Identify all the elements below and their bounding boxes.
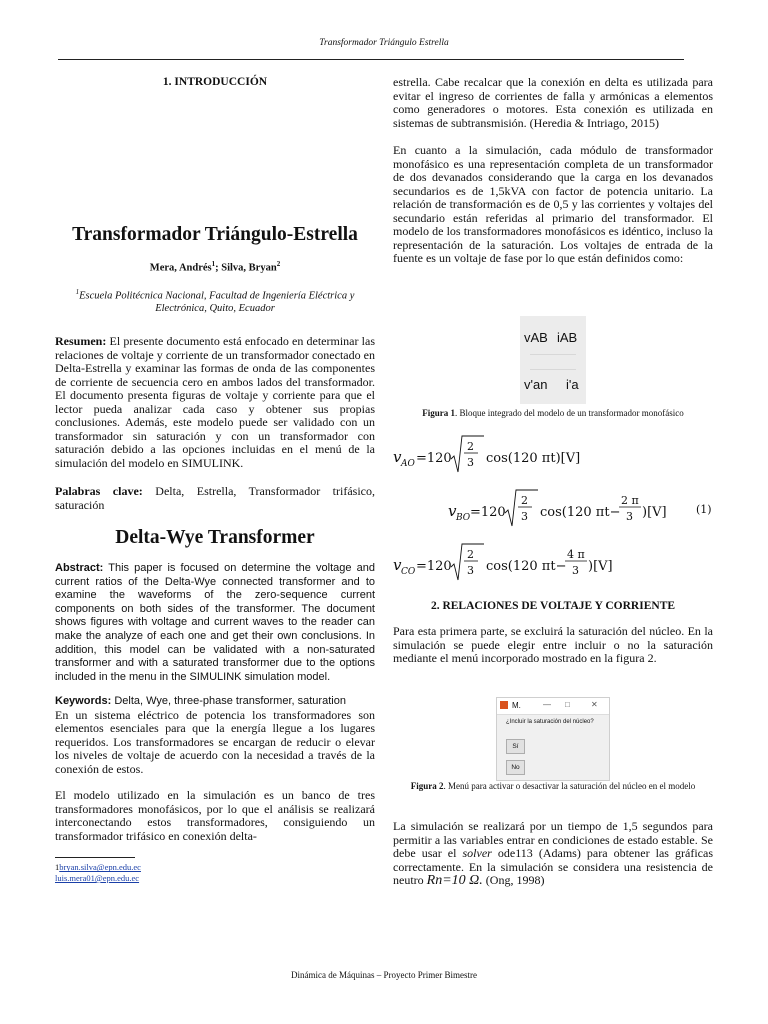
matlab-icon — [500, 701, 508, 709]
eq-bo-shift: 2 π — [621, 494, 639, 507]
figure1-caption-text: . Bloque integrado del modelo de un transformador monofásico — [455, 408, 684, 418]
body-right-p1: estrella. Cabe recalcar que la conexión en delta es utilizada para evitar el ingreso de corrientes de falla y armónicas a elementos como generadores o motores. Esta conexión es utilizada en sistemas de subtransmisión. (Heredia & Intriago, 2015) — [393, 75, 713, 130]
eq-v-ao: v — [393, 448, 402, 466]
footnote-number: 1 — [55, 862, 60, 873]
equation-vbo — [448, 490, 712, 526]
solver-word: solver — [462, 846, 492, 860]
affiliation-text: Escuela Politécnica Nacional, Facultad de Ingeniería Eléctrica y Electrónica, Quito, Ecuador — [79, 290, 355, 314]
author-2: ; Silva, Bryan — [215, 262, 277, 274]
resumen-label: Resumen: — [55, 334, 107, 348]
keywords-text: Delta, Wye, three-phase transformer, saturation — [114, 695, 346, 708]
eq-v-co-sub: CO — [401, 567, 416, 577]
body-right-p2: En cuanto a la simulación, cada módulo de transformador monofásico es una representación completa de un transformador de dos devanados considerando que la carga en los devanados secundarios es de 1,5kVA con factor de potencia unitario. La relación de transformación es de 0,5 y las corrientes y voltajes del secundario están referidas al primario del transformador. El modelo de los transformadores monofásicos es idéntico, incluso la representación de la saturación. Los voltajes de entrada de la fuente es un voltaje de fase por lo que están definidos como: — [393, 143, 713, 265]
section2-p2-b: ode113 (Adams) para obtener las gráficas correctamente. En la simulación se considera una resistencia de neutro — [393, 846, 713, 887]
figure2-caption-text: . Menú para activar o desactivar la saturación del núcleo en el modelo — [443, 781, 696, 791]
port-iab: iAB — [557, 330, 578, 345]
eq-v-bo: v — [448, 502, 457, 520]
section2-p1: Para esta primera parte, se excluirá la saturación del núcleo. En la simulación se puede elegir entre incluir o no la saturación mediante el menú incorporado mostrado en la figura 2. — [393, 624, 713, 665]
eq-co-post: )[V] — [588, 559, 613, 574]
close-icon[interactable]: ✕ — [591, 700, 598, 709]
dialog-question: ¿Incluir la saturación del núcleo? — [506, 719, 594, 725]
eq-co-shift: 4 π — [567, 548, 585, 561]
minimize-icon[interactable]: — — [543, 700, 551, 709]
eq-v-ao-sub: AO — [401, 459, 415, 469]
port-van: v'an — [524, 377, 548, 392]
eq-bo-amp: =120 — [470, 505, 506, 520]
figure2-caption — [400, 781, 706, 792]
eq-ao-amp: =120 — [416, 451, 452, 466]
eq-co-cos: cos(120 πt− — [486, 559, 567, 574]
abstract-label: Abstract: — [55, 562, 104, 574]
eq-co-shift-den: 3 — [572, 564, 579, 577]
section2 — [393, 600, 713, 666]
footnote-email-1[interactable]: bryan.silva@epn.edu.ec — [59, 862, 141, 873]
footnote-email-2[interactable]: luis.mera01@epn.edu.ec — [55, 872, 140, 883]
maximize-icon[interactable]: □ — [565, 700, 570, 709]
eq-bo-cos: cos(120 πt− — [540, 505, 621, 520]
equation-vao — [393, 436, 580, 472]
dialog-title: M. — [512, 701, 521, 710]
body-left-p1: En un sistema eléctrico de potencia los transformadores son elementos esenciales para que la energía llegue a los lugares requeridos. Los transformadores se encargan de reducir o elevar los niveles de voltaje de acuerdo con la necesidad a través de la conexión de estos. — [55, 707, 375, 776]
yes-button[interactable]: Sí — [506, 739, 525, 754]
title-spanish: Transformador Triángulo-Estrella — [72, 224, 358, 245]
eq-v-bo-sub: BO — [456, 513, 471, 523]
intro-heading: 1. INTRODUCCIÓN — [162, 76, 268, 88]
eq-v-co: v — [393, 556, 402, 574]
section2-p2-c: (Ong, 1998) — [482, 873, 545, 887]
author-1: Mera, Andrés — [149, 262, 212, 274]
keywords-label: Keywords: — [55, 695, 112, 708]
eq-co-den: 3 — [467, 564, 474, 577]
section2-heading: 2. RELACIONES DE VOLTAJE Y CORRIENTE — [430, 600, 676, 612]
eq-ao-cos: cos(120 πt)[V] — [486, 451, 581, 466]
figure1-label: Figura 1 — [422, 408, 456, 418]
author-1-sup: 1 — [211, 260, 216, 268]
eq-ao-den: 3 — [467, 456, 474, 469]
author-2-sup: 2 — [276, 260, 281, 268]
section2-p2-a: La simulación se realizará por un tiempo de 1,5 segundos para permitir a las variables entrar en condiciones de estado estable. Se debe usar el — [393, 819, 713, 860]
eq-co-num: 2 — [467, 548, 474, 561]
eq-bo-den: 3 — [521, 510, 528, 523]
abstract-text: This paper is focused on determine the voltage and current ratios of the Delta-Wye connected transformer and to examine the waveforms of the zero-sequence current components on both sides of the transformer. The document shows figures with voltage and current waves to the reader can make the analyze of each one and get their own conclusions. In addition, this model can be validated with a non-saturated transformer and with a saturated transformer due to the options included in the menu in the SIMULINK simulation model. — [55, 562, 376, 683]
running-header: Transformador Triángulo Estrella — [319, 38, 449, 48]
title-english: Delta-Wye Transformer — [115, 527, 315, 548]
affiliation-sup: 1 — [75, 287, 80, 296]
no-button[interactable]: No — [506, 760, 525, 775]
figure2-label: Figura 2 — [410, 781, 444, 791]
resumen-text: El presente documento está enfocado en determinar las relaciones de voltaje y corriente de un transformador conectado en Delta-Estrella y examinar las formas de onda de las componentes de corriente de secuencia cero en ambos lados del transformador. El documento presenta figuras de voltaje y corriente para que el lector pueda analizar cada caso y obtener sus propias conclusiones. Además, este modelo puede ser validado con un transformador sin saturación y con un transformador con saturación debido a las opciones incluidas en el menú de la simulación del modelo en SIMULINK. — [55, 334, 375, 470]
eq-number: (1) — [696, 503, 712, 516]
eq-bo-shift-den: 3 — [626, 510, 633, 523]
port-vab: vAB — [524, 330, 548, 345]
body-left-p2: El modelo utilizado en la simulación es un banco de tres transformadores monofásicos, por lo que el análisis se realizará interconectando estos transformadores, consiguiendo un transformador trifásico en conexión delta- — [55, 788, 375, 843]
equation-vco — [393, 544, 613, 580]
page-footer: Dinámica de Máquinas – Proyecto Primer Bimestre — [291, 970, 477, 980]
palabras-clave-label: Palabras clave: — [55, 484, 143, 498]
palabras-clave-text: Delta, Estrella, Transformador trifásico, saturación — [55, 484, 375, 512]
eq-bo-num: 2 — [521, 494, 528, 507]
saturation-dialog — [496, 697, 610, 781]
dialog-titlebar — [497, 698, 609, 715]
neutral-resistance: Rn=10 Ω. — [426, 873, 483, 888]
eq-co-amp: =120 — [416, 559, 452, 574]
section2-p2 — [393, 820, 713, 888]
eq-ao-num: 2 — [467, 440, 474, 453]
eq-bo-post: )[V] — [642, 505, 667, 520]
port-ia: i'a — [566, 377, 579, 392]
